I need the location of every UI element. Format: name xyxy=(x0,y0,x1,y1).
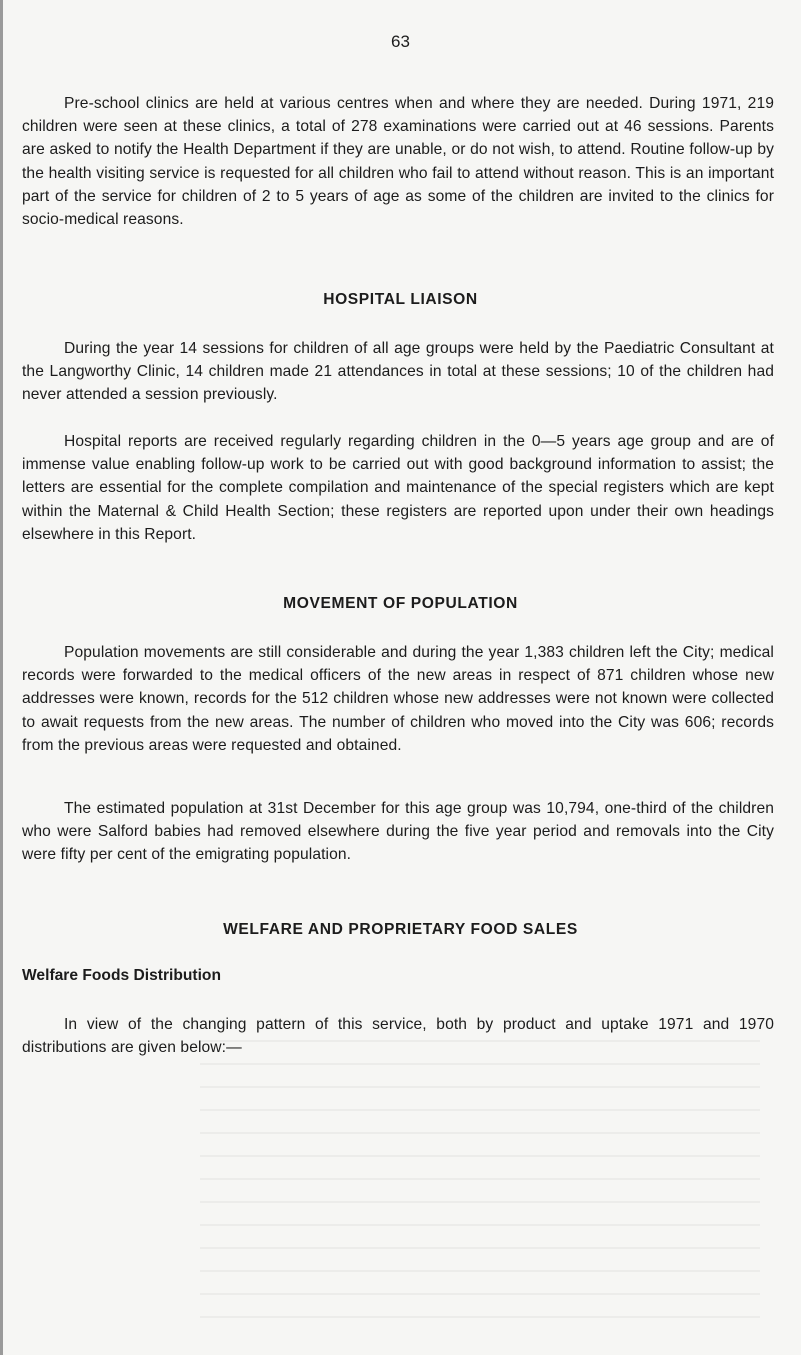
movement-of-population-paragraph-1: Population movements are still considerable and during the year 1,383 children left the City; medical records were forwarded to the medical officers of the new areas in respect of 871 children whose new addresses were known, records for the 512 children whose new addresses were not known were collected to await requests from the new areas. The number of children who moved into the City was 606; records from the previous areas were requested and obtained. xyxy=(22,644,774,754)
page-number: 63 xyxy=(391,32,410,51)
hospital-liaison-paragraph-2: Hospital reports are received regularly regarding children in the 0—5 years age group and are of immense value enabling follow-up work to be carried out with good background information to assist; the letters are essential for the complete compilation and maintenance of the special registers which are kept within the Maternal & Child Health Section; these registers are reported upon under their own headings elsewhere in this Report. xyxy=(22,433,774,543)
welfare-food-sales-heading: WELFARE AND PROPRIETARY FOOD SALES xyxy=(223,921,578,938)
welfare-foods-paragraph: In view of the changing pattern of this service, both by product and uptake 1971 and 1970 distributions are given below:— xyxy=(22,1016,774,1057)
welfare-foods-distribution-subheading: Welfare Foods Distribution xyxy=(22,967,221,984)
page-left-edge xyxy=(0,0,3,1355)
hospital-liaison-paragraph-1: During the year 14 sessions for children of all age groups were held by the Paediatric Consultant at the Langworthy Clinic, 14 children made 21 attendances in total at these sessions; 10 of the children had never attended a session previously. xyxy=(22,340,774,404)
movement-of-population-heading: MOVEMENT OF POPULATION xyxy=(283,595,518,612)
show-through-text xyxy=(200,1040,760,1320)
movement-of-population-paragraph-2: The estimated population at 31st December for this age group was 10,794, one-third of the children who were Salford babies had removed elsewhere during the five year period and removals into the City were fifty per cent of the emigrating population. xyxy=(22,800,774,864)
preschool-clinics-paragraph: Pre-school clinics are held at various centres when and where they are needed. During 1971, 219 children were seen at these clinics, a total of 278 examinations were carried out at 46 sessions. Parents are asked to notify the Health Department if they are unable, or do not wish, to attend. Routine follow-up by the health visiting service is requested for all children who fail to attend without reason. This is an important part of the service for children of 2 to 5 years of age as some of the children are invited to the clinics for socio-medical reasons. xyxy=(22,95,774,229)
hospital-liaison-heading: HOSPITAL LIAISON xyxy=(323,291,478,308)
